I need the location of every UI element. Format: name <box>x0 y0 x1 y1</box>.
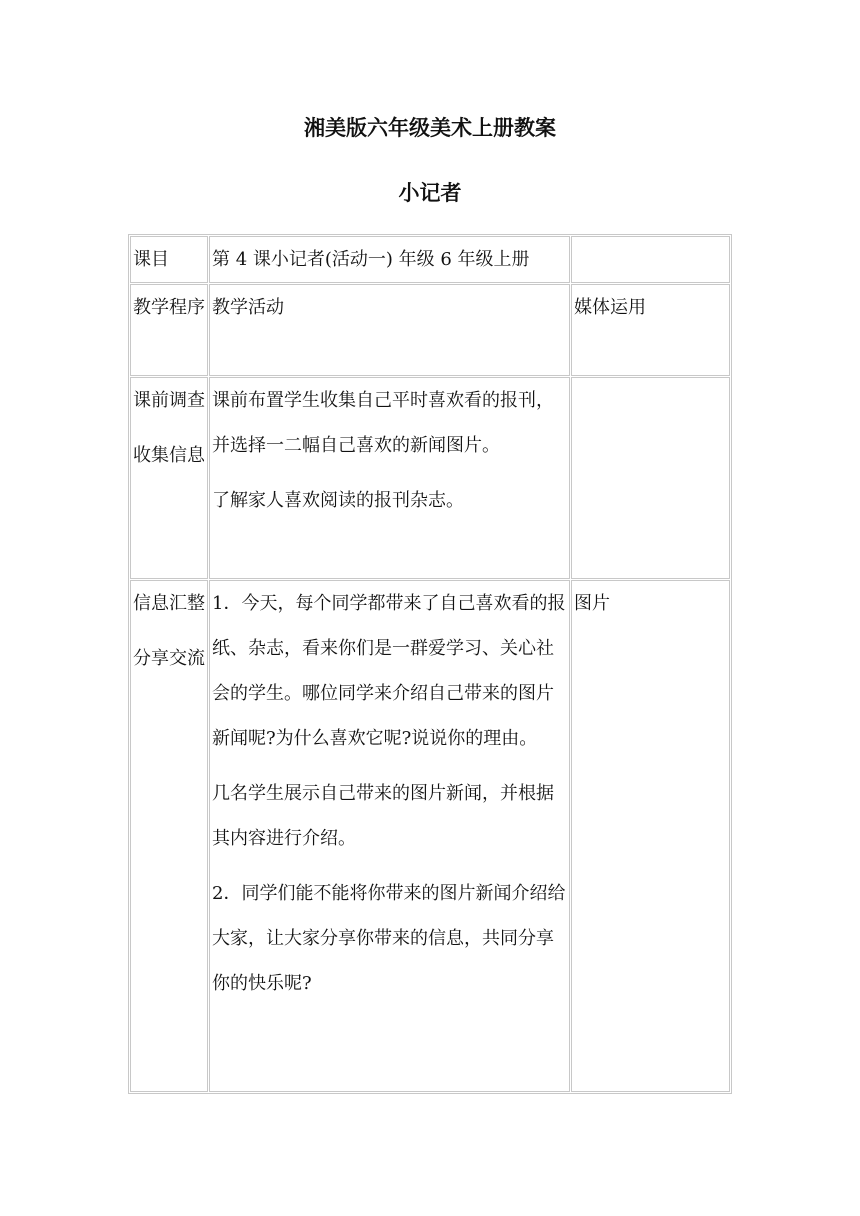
row-label: 教学程序 <box>133 297 205 318</box>
row-label: 分享交流 <box>133 648 205 669</box>
row-content-paragraph: 2．同学们能不能将你带来的图片新闻介绍给大家，让大家分享你带来的信息，共同分享你的快乐呢? <box>212 883 566 994</box>
row-media: 媒体运用 <box>574 297 646 318</box>
row-label: 收集信息 <box>133 445 205 466</box>
row-content-paragraph: 课前布置学生收集自己平时喜欢看的报刊，并选择一二幅自己喜欢的新闻图片。 <box>212 390 554 456</box>
row-content-cell <box>209 580 570 1092</box>
row-label: 课目 <box>133 249 169 270</box>
row-media-cell <box>571 377 730 579</box>
row-label-cell <box>130 580 208 1092</box>
row-label-cell <box>130 236 208 283</box>
row-content-cell <box>209 284 570 376</box>
lesson-plan-table <box>128 234 732 1094</box>
document-title: 湘美版六年级美术上册教案 <box>304 116 556 140</box>
document-subtitle: 小记者 <box>398 181 462 205</box>
table-row <box>130 284 730 376</box>
row-content: 第 4 课小记者(活动一) 年级 6 年级上册 <box>212 249 530 270</box>
row-media-cell <box>571 284 730 376</box>
table-row <box>130 377 730 579</box>
table-row <box>130 236 730 283</box>
row-content: 教学活动 <box>212 297 284 318</box>
row-label: 信息汇整 <box>133 593 205 614</box>
row-content-paragraph: 几名学生展示自己带来的图片新闻，并根据其内容进行介绍。 <box>212 783 554 849</box>
row-media-cell <box>571 236 730 283</box>
row-content-cell <box>209 236 570 283</box>
row-content-paragraph: 了解家人喜欢阅读的报刊杂志。 <box>212 490 464 511</box>
row-media: 图片 <box>574 593 610 614</box>
table-row <box>130 580 730 1092</box>
row-content-paragraph: 1．今天，每个同学都带来了自己喜欢看的报纸、杂志，看来你们是一群爱学习、关心社会的学生。哪位同学来介绍自己带来的图片新闻呢?为什么喜欢它呢?说说你的理由。 <box>212 593 566 749</box>
row-media-cell <box>571 580 730 1092</box>
row-content-cell <box>209 377 570 579</box>
row-label-cell <box>130 284 208 376</box>
row-label-cell <box>130 377 208 579</box>
row-label: 课前调查 <box>133 390 205 411</box>
